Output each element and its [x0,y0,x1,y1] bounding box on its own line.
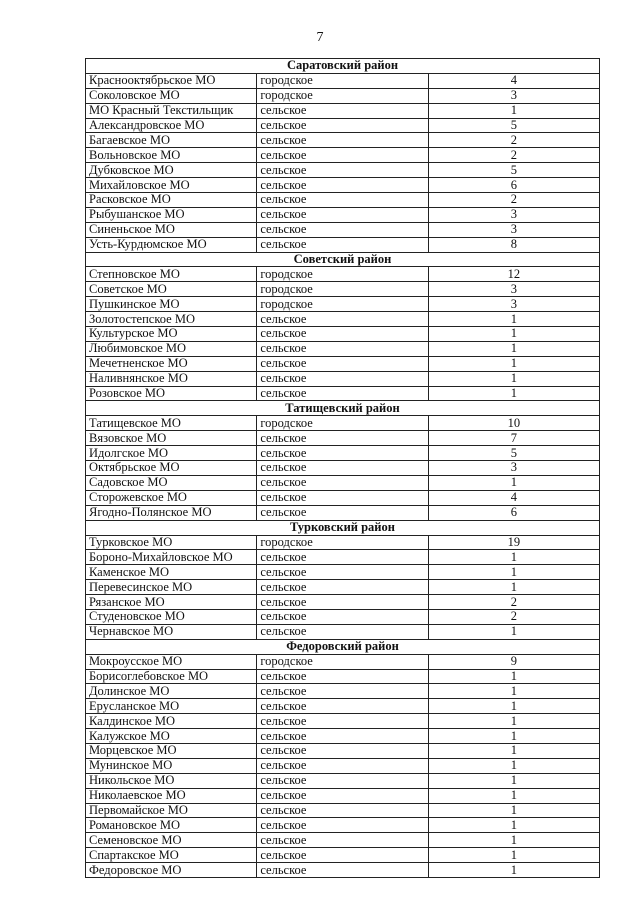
municipality-name: Дубковское МО [86,163,257,178]
settlement-type: сельское [257,446,428,461]
table-row [86,758,600,773]
settlement-type: сельское [257,490,428,505]
seat-count: 1 [428,758,599,773]
table-row [86,550,600,565]
seat-count: 5 [428,118,599,133]
settlement-type: сельское [257,714,428,729]
table-row [86,371,600,386]
settlement-type: сельское [257,863,428,878]
table-row [86,148,600,163]
seat-count: 1 [428,550,599,565]
municipality-name: Синеньское МО [86,222,257,237]
seat-count: 9 [428,654,599,669]
seat-count: 1 [428,312,599,327]
settlement-type: сельское [257,669,428,684]
municipality-name: Студеновское МО [86,609,257,624]
settlement-type: сельское [257,788,428,803]
seat-count: 4 [428,490,599,505]
municipality-name: Мунинское МО [86,758,257,773]
region-header-row [86,401,600,416]
settlement-type: сельское [257,371,428,386]
seat-count: 3 [428,461,599,476]
seat-count: 2 [428,133,599,148]
seat-count: 3 [428,88,599,103]
table-row [86,178,600,193]
settlement-type: сельское [257,699,428,714]
settlement-type: сельское [257,475,428,490]
seat-count: 1 [428,327,599,342]
settlement-type: сельское [257,803,428,818]
page-number: 7 [316,30,324,45]
settlement-type: сельское [257,624,428,639]
settlement-type: сельское [257,193,428,208]
settlement-type: городское [257,297,428,312]
table-row [86,833,600,848]
region-title: Татищевский район [86,401,600,416]
region-header-row [86,252,600,267]
municipality-name: Турковское МО [86,535,257,550]
seat-count: 1 [428,475,599,490]
seat-count: 1 [428,565,599,580]
municipality-name: Золотостепское МО [86,312,257,327]
seat-count: 1 [428,371,599,386]
seat-count: 3 [428,297,599,312]
table-row [86,669,600,684]
seat-count: 3 [428,207,599,222]
table-row [86,565,600,580]
settlement-type: сельское [257,565,428,580]
table-row [86,222,600,237]
seat-count: 1 [428,356,599,371]
settlement-type: городское [257,282,428,297]
table-row [86,624,600,639]
seat-count: 2 [428,595,599,610]
table-row [86,773,600,788]
seat-count: 8 [428,237,599,252]
region-title: Саратовский район [86,59,600,74]
municipality-name: Никольское МО [86,773,257,788]
table-row [86,684,600,699]
municipality-name: Степновское МО [86,267,257,282]
region-header-row [86,639,600,654]
municipality-name: МО Красный Текстильщик [86,103,257,118]
table-row [86,461,600,476]
table-row [86,729,600,744]
municipality-name: Первомайское МО [86,803,257,818]
seat-count: 1 [428,669,599,684]
settlement-type: сельское [257,118,428,133]
region-title: Советский район [86,252,600,267]
table-row [86,446,600,461]
settlement-type: сельское [257,341,428,356]
municipality-name: Александровское МО [86,118,257,133]
table-row [86,73,600,88]
settlement-type: сельское [257,550,428,565]
table-row [86,743,600,758]
settlement-type: сельское [257,327,428,342]
settlement-type: сельское [257,848,428,863]
table-row [86,163,600,178]
seat-count: 1 [428,386,599,401]
seat-count: 1 [428,803,599,818]
municipality-name: Каменское МО [86,565,257,580]
settlement-type: городское [257,535,428,550]
settlement-type: сельское [257,312,428,327]
seat-count: 1 [428,624,599,639]
settlement-type: сельское [257,356,428,371]
settlement-type: сельское [257,431,428,446]
table-row [86,118,600,133]
municipality-name: Советское МО [86,282,257,297]
municipality-name: Вязовское МО [86,431,257,446]
table-row [86,609,600,624]
table-row [86,818,600,833]
municipality-name: Бороно-Михайловское МО [86,550,257,565]
table-row [86,356,600,371]
seat-count: 1 [428,729,599,744]
settlement-type: сельское [257,207,428,222]
municipalities-table [85,58,600,878]
municipality-name: Пушкинское МО [86,297,257,312]
table-row [86,416,600,431]
seat-count: 1 [428,773,599,788]
settlement-type: городское [257,267,428,282]
municipality-name: Спартакское МО [86,848,257,863]
region-header-row [86,59,600,74]
settlement-type: сельское [257,222,428,237]
settlement-type: сельское [257,148,428,163]
municipality-name: Любимовское МО [86,341,257,356]
table-row [86,133,600,148]
table-row [86,699,600,714]
seat-count: 6 [428,505,599,520]
region-title: Турковский район [86,520,600,535]
table-row [86,848,600,863]
seat-count: 1 [428,833,599,848]
seat-count: 1 [428,788,599,803]
seat-count: 2 [428,193,599,208]
settlement-type: сельское [257,833,428,848]
settlement-type: городское [257,416,428,431]
municipality-name: Сторожевское МО [86,490,257,505]
seat-count: 12 [428,267,599,282]
seat-count: 3 [428,282,599,297]
municipality-name: Николаевское МО [86,788,257,803]
municipality-name: Садовское МО [86,475,257,490]
municipality-name: Ягодно-Полянское МО [86,505,257,520]
settlement-type: городское [257,73,428,88]
table-body [86,59,600,878]
settlement-type: сельское [257,743,428,758]
table-row [86,535,600,550]
municipality-name: Усть-Курдюмское МО [86,237,257,252]
municipality-name: Мечетненское МО [86,356,257,371]
seat-count: 1 [428,863,599,878]
municipality-name: Долинское МО [86,684,257,699]
seat-count: 3 [428,222,599,237]
municipality-name: Калдинское МО [86,714,257,729]
seat-count: 1 [428,684,599,699]
municipality-name: Соколовское МО [86,88,257,103]
municipality-name: Наливнянское МО [86,371,257,386]
seat-count: 1 [428,699,599,714]
municipality-name: Рыбушанское МО [86,207,257,222]
municipality-name: Морцевское МО [86,743,257,758]
seat-count: 2 [428,148,599,163]
seat-count: 1 [428,848,599,863]
municipality-name: Романовское МО [86,818,257,833]
seat-count: 1 [428,580,599,595]
table-row [86,207,600,222]
settlement-type: сельское [257,237,428,252]
municipality-name: Чернавское МО [86,624,257,639]
table-row [86,312,600,327]
municipality-name: Федоровское МО [86,863,257,878]
settlement-type: городское [257,654,428,669]
municipality-name: Семеновское МО [86,833,257,848]
table-row [86,788,600,803]
table-row [86,237,600,252]
seat-count: 5 [428,163,599,178]
settlement-type: сельское [257,178,428,193]
seat-count: 7 [428,431,599,446]
table-row [86,654,600,669]
seat-count: 1 [428,818,599,833]
table-row [86,580,600,595]
table-row [86,863,600,878]
seat-count: 5 [428,446,599,461]
seat-count: 1 [428,103,599,118]
settlement-type: сельское [257,609,428,624]
municipality-name: Идолгское МО [86,446,257,461]
settlement-type: сельское [257,818,428,833]
seat-count: 19 [428,535,599,550]
table-row [86,88,600,103]
settlement-type: сельское [257,133,428,148]
municipality-name: Культурское МО [86,327,257,342]
municipality-name: Расковское МО [86,193,257,208]
region-title: Федоровский район [86,639,600,654]
settlement-type: сельское [257,505,428,520]
table-row [86,103,600,118]
table-row [86,431,600,446]
municipality-name: Вольновское МО [86,148,257,163]
table-row [86,327,600,342]
municipality-name: Ерусланское МО [86,699,257,714]
seat-count: 10 [428,416,599,431]
table-row [86,386,600,401]
municipality-name: Мокроусское МО [86,654,257,669]
municipality-name: Октябрьское МО [86,461,257,476]
seat-count: 4 [428,73,599,88]
table-row [86,595,600,610]
settlement-type: сельское [257,729,428,744]
municipality-name: Рязанское МО [86,595,257,610]
settlement-type: сельское [257,580,428,595]
settlement-type: сельское [257,758,428,773]
settlement-type: сельское [257,103,428,118]
table-row [86,490,600,505]
table-row [86,475,600,490]
table-row [86,267,600,282]
settlement-type: сельское [257,163,428,178]
municipality-name: Михайловское МО [86,178,257,193]
municipality-name: Борисоглебовское МО [86,669,257,684]
seat-count: 1 [428,341,599,356]
table-row [86,505,600,520]
settlement-type: сельское [257,386,428,401]
region-header-row [86,520,600,535]
municipality-name: Калужское МО [86,729,257,744]
settlement-type: сельское [257,773,428,788]
seat-count: 6 [428,178,599,193]
settlement-type: сельское [257,595,428,610]
table-row [86,282,600,297]
municipality-name: Розовское МО [86,386,257,401]
table-row [86,803,600,818]
table-row [86,193,600,208]
settlement-type: городское [257,88,428,103]
table-row [86,341,600,356]
seat-count: 2 [428,609,599,624]
municipality-name: Перевесинское МО [86,580,257,595]
settlement-type: сельское [257,684,428,699]
table-row [86,297,600,312]
seat-count: 1 [428,743,599,758]
settlement-type: сельское [257,461,428,476]
seat-count: 1 [428,714,599,729]
municipality-name: Багаевское МО [86,133,257,148]
municipality-name: Татищевское МО [86,416,257,431]
table-row [86,714,600,729]
municipality-name: Краснооктябрьское МО [86,73,257,88]
